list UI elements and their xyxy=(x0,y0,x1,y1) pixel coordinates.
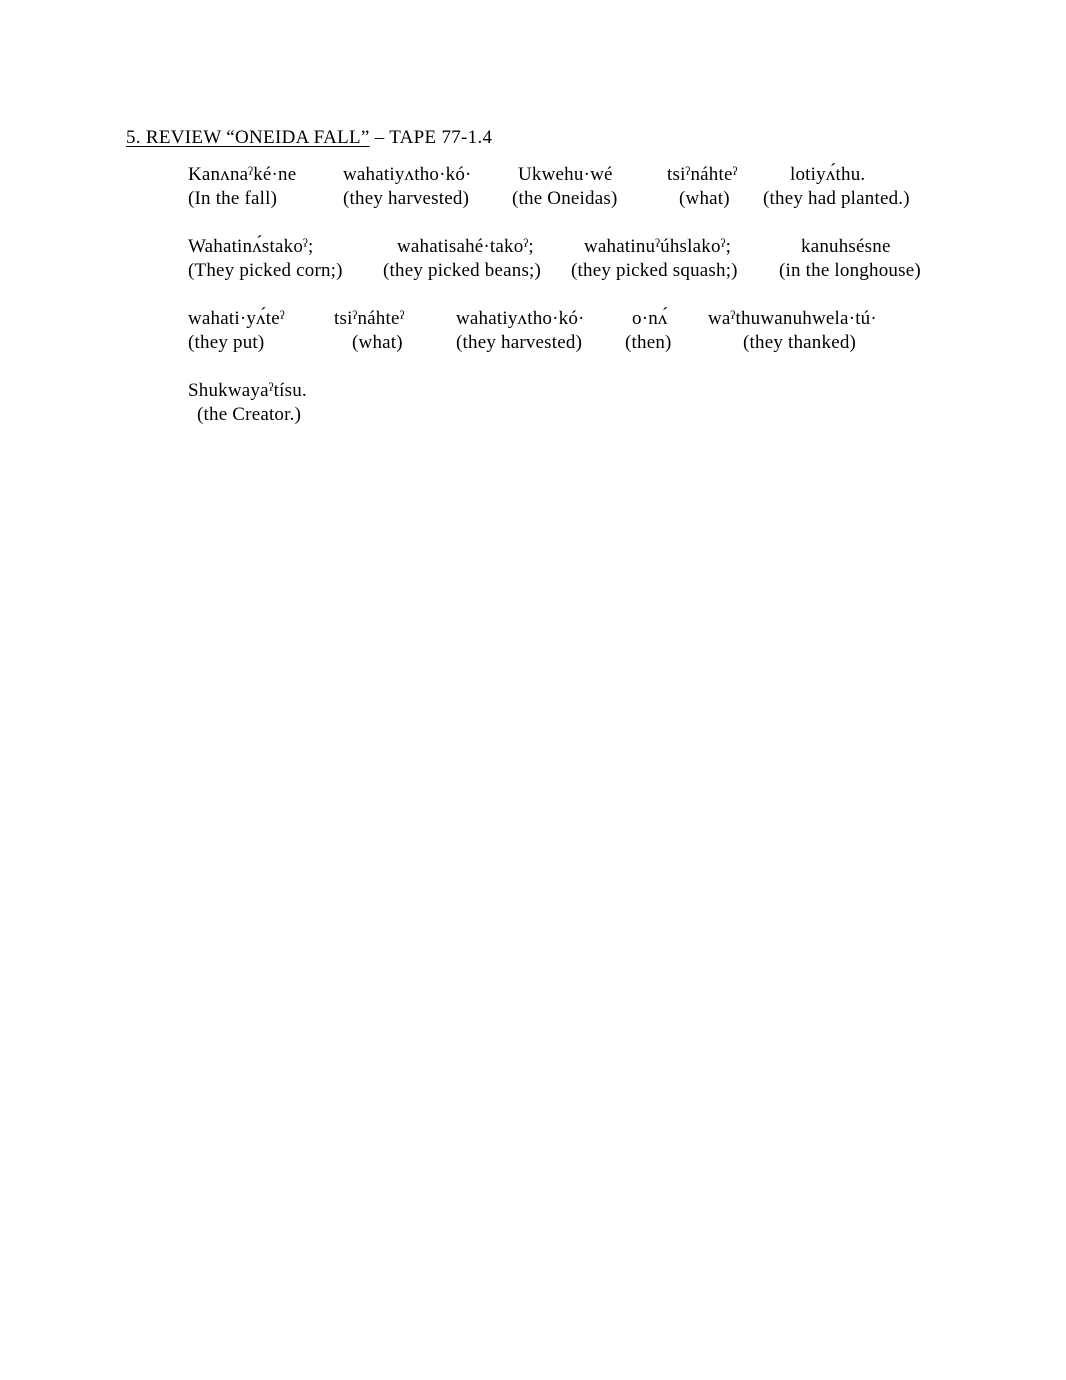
english-gloss: (they thanked) xyxy=(743,332,857,353)
oneida-word: Shukwayaˀtísu. xyxy=(188,380,307,401)
english-gloss: (they harvested) xyxy=(343,188,470,209)
english-gloss: (In the fall) xyxy=(188,188,278,209)
english-gloss: (they picked beans;) xyxy=(383,260,542,281)
oneida-word: Wahatinʌ́stakoˀ; xyxy=(188,236,314,257)
oneida-word: o·nʌ́ xyxy=(632,308,668,329)
oneida-word: Ukwehu·wé xyxy=(518,164,613,185)
english-gloss: (they harvested) xyxy=(456,332,583,353)
oneida-word: wahatinuˀúhslakoˀ; xyxy=(584,236,732,257)
english-gloss: (they picked squash;) xyxy=(571,260,738,281)
english-gloss: (what) xyxy=(679,188,730,209)
oneida-word: Kanʌnaˀké·ne xyxy=(188,164,297,185)
english-gloss: (what) xyxy=(352,332,403,353)
oneida-word: lotiyʌ́thu. xyxy=(790,164,866,185)
oneida-word: wahatiyʌtho·kó· xyxy=(456,308,585,329)
oneida-word: waˀthuwanuhwela·tú· xyxy=(708,308,877,329)
oneida-word: wahati·yʌ́teˀ xyxy=(188,308,285,329)
heading-tape: – TAPE 77-1.4 xyxy=(369,127,493,148)
english-gloss: (the Oneidas) xyxy=(512,188,618,209)
english-gloss: (the Creator.) xyxy=(197,404,302,425)
oneida-word: wahatiyʌtho·kó· xyxy=(343,164,472,185)
oneida-word: kanuhsésne xyxy=(801,236,891,257)
heading-title: 5. REVIEW “ONEIDA FALL” xyxy=(126,127,370,148)
oneida-word: tsiˀnáhteˀ xyxy=(667,164,738,185)
section-heading xyxy=(126,127,492,149)
english-gloss: (in the longhouse) xyxy=(779,260,921,281)
english-gloss: (they had planted.) xyxy=(763,188,910,209)
english-gloss: (they put) xyxy=(188,332,265,353)
english-gloss: (then) xyxy=(625,332,672,353)
oneida-word: tsiˀnáhteˀ xyxy=(334,308,405,329)
oneida-word: wahatisahé·takoˀ; xyxy=(397,236,534,257)
english-gloss: (They picked corn;) xyxy=(188,260,343,281)
